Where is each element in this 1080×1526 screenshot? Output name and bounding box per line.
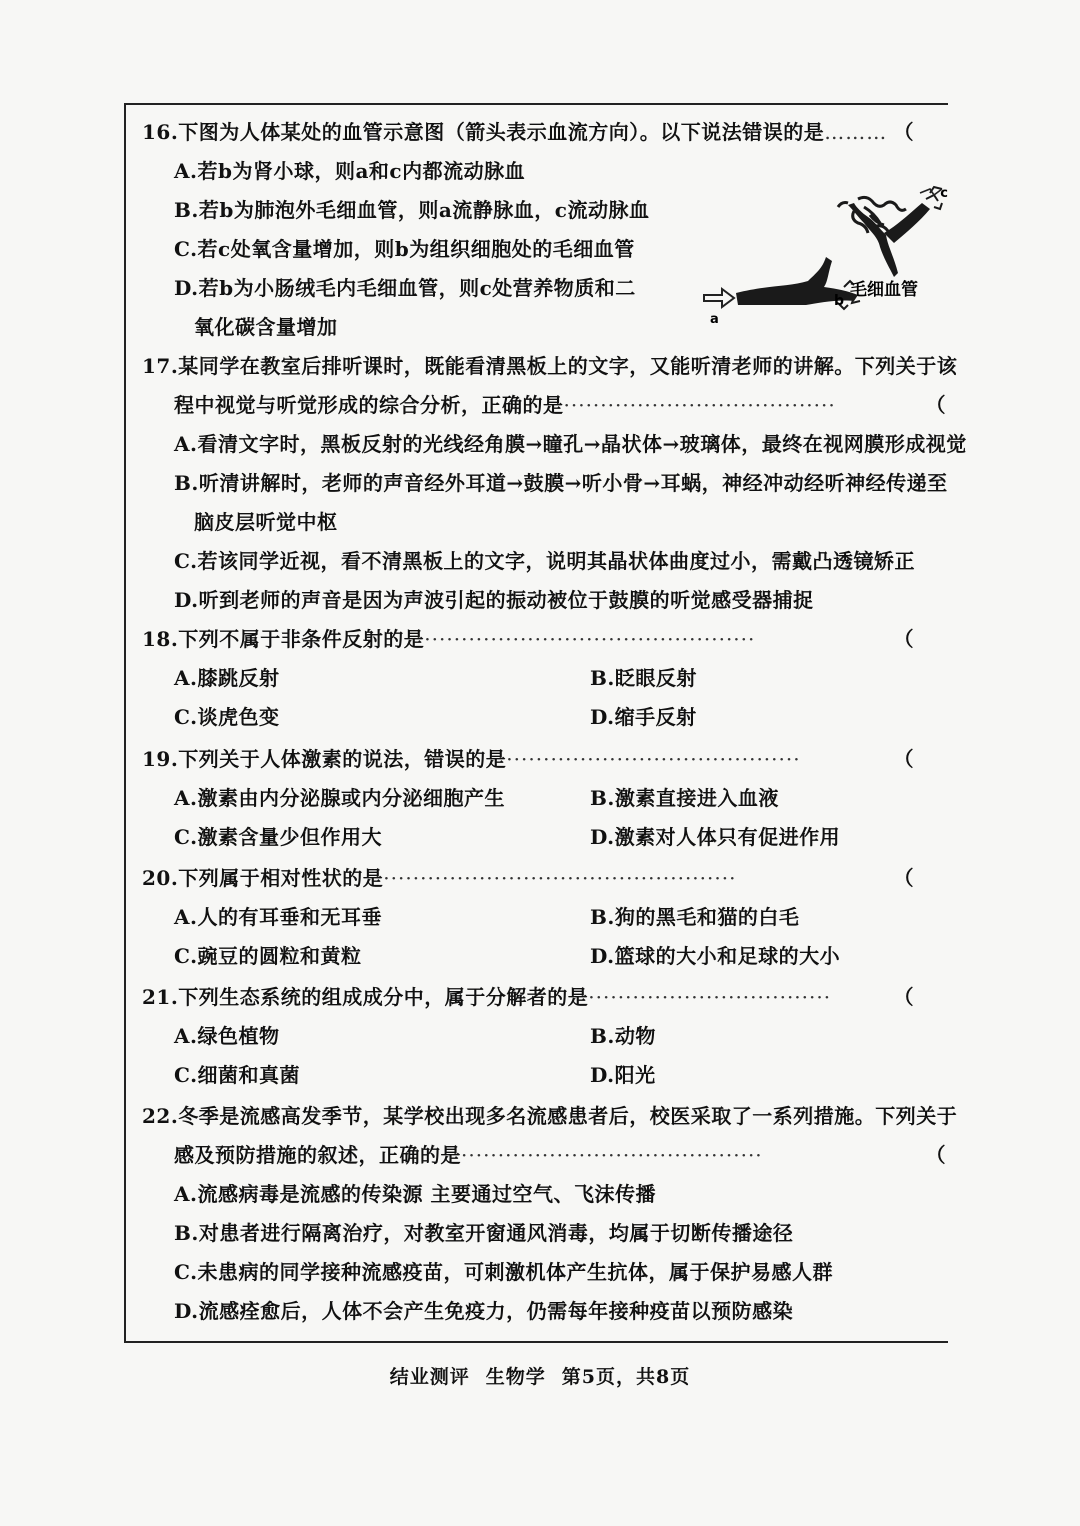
- option-22c: C.未患病的同学接种流感疫苗，可刺激机体产生抗体，属于保护易感人群: [174, 1260, 834, 1284]
- question-22-text: 感及预防措施的叙述，正确的是: [174, 1143, 461, 1167]
- option-19c: C.激素含量少但作用大: [174, 825, 383, 849]
- leader-dots: ················································: [383, 866, 737, 890]
- answer-paren: （: [893, 627, 914, 651]
- label-c: c: [940, 186, 948, 201]
- question-17-stem: 17.某同学在教室后排听课时，既能看清黑板上的文字，又能听清老师的讲解。下列关于该: [142, 354, 958, 378]
- option-row-18cd: [174, 697, 986, 737]
- answer-paren: （: [893, 120, 914, 144]
- question-20-text: 20.下列属于相对性状的是: [142, 866, 384, 890]
- option-16d: D.若b为小肠绒毛内毛细血管，则c处营养物质和二: [174, 276, 636, 300]
- question-17-text: 程中视觉与听觉形成的综合分析，正确的是: [174, 393, 564, 417]
- option-18b: B.眨眼反射: [590, 666, 697, 690]
- option-17a: A.看清文字时，黑板反射的光线经角膜→瞳孔→晶状体→玻璃体，最终在视网膜形成视觉: [174, 432, 967, 456]
- option-row-21ab: [174, 1016, 986, 1056]
- leader-dots: ·········································: [461, 1143, 763, 1167]
- question-18-text: 18.下列不属于非条件反射的是: [142, 627, 425, 651]
- label-a: a: [710, 312, 719, 327]
- leader-dots: ………: [824, 120, 888, 144]
- answer-paren: （: [893, 866, 914, 890]
- option-16c: C.若c处氧含量增加，则b为组织细胞处的毛细血管: [174, 237, 635, 261]
- option-row-21cd: [174, 1055, 986, 1095]
- leader-dots: ·································: [588, 985, 832, 1009]
- question-19-text: 19.下列关于人体激素的说法，错误的是: [142, 747, 507, 771]
- option-20d: D.篮球的大小和足球的大小: [590, 944, 841, 968]
- option-19a: A.激素由内分泌腺或内分泌细胞产生: [174, 786, 505, 810]
- blood-vessel-diagram: [698, 177, 948, 327]
- answer-paren: （: [893, 985, 914, 1009]
- option-20c: C.豌豆的圆粒和黄粒: [174, 944, 362, 968]
- option-21d: D.阳光: [590, 1063, 656, 1087]
- question-22-stem-cont: [174, 1135, 986, 1175]
- footer-exam: 结业测评: [389, 1366, 470, 1388]
- option-21b: B.动物: [590, 1024, 656, 1048]
- option-17c: C.若该同学近视，看不清黑板上的文字，说明其晶状体曲度过小，需戴凸透镜矫正: [174, 549, 916, 573]
- question-16-text: 16.下图为人体某处的血管示意图（箭头表示血流方向）。以下说法错误的是: [142, 120, 825, 144]
- answer-paren: （: [925, 393, 946, 417]
- question-21-stem: [142, 977, 954, 1017]
- option-19d: D.激素对人体只有促进作用: [590, 825, 841, 849]
- option-16b: B.若b为肺泡外毛细血管，则a流静脉血，c流动脉血: [174, 198, 650, 222]
- option-18a: A.膝跳反射: [174, 666, 280, 690]
- option-16a: A.若b为肾小球，则a和c内都流动脉血: [174, 159, 526, 183]
- option-21c: C.细菌和真菌: [174, 1063, 301, 1087]
- page-footer: [0, 1362, 1080, 1389]
- question-20-stem: [142, 858, 954, 898]
- question-16-stem: [142, 112, 954, 152]
- leader-dots: ········································: [506, 747, 801, 771]
- capillary-caption: 毛细血管: [850, 280, 918, 300]
- exam-frame: [124, 103, 967, 1343]
- option-row-18ab: [174, 658, 986, 698]
- option-20b: B.狗的黑毛和猫的白毛: [590, 905, 800, 929]
- option-17d: D.听到老师的声音是因为声波引起的振动被位于鼓膜的听觉感受器捕捉: [174, 588, 814, 612]
- option-22a: A.流感病毒是流感的传染源 主要通过空气、飞沫传播: [174, 1182, 656, 1206]
- question-19-stem: [142, 739, 954, 779]
- footer-page: 第5页，共8页: [561, 1366, 691, 1388]
- question-17-stem-cont: [174, 385, 986, 425]
- option-row-20ab: [174, 897, 986, 937]
- option-22b: B.对患者进行隔离治疗，对教室开窗通风消毒，均属于切断传播途径: [174, 1221, 794, 1245]
- option-22d: D.流感痊愈后，人体不会产生免疫力，仍需每年接种疫苗以预防感染: [174, 1299, 794, 1323]
- option-17b-cont: 脑皮层听觉中枢: [194, 510, 338, 534]
- option-row-20cd: [174, 936, 986, 976]
- footer-subject: 生物学: [485, 1366, 546, 1388]
- option-18c: C.谈虎色变: [174, 705, 280, 729]
- leader-dots: ·············································: [424, 627, 756, 651]
- question-22-stem: 22.冬季是流感高发季节，某学校出现多名流感患者后，校医采取了一系列措施。下列关于: [142, 1104, 958, 1128]
- option-20a: A.人的有耳垂和无耳垂: [174, 905, 382, 929]
- option-18d: D.缩手反射: [590, 705, 697, 729]
- answer-paren: （: [925, 1143, 946, 1167]
- arrow-a-icon: [704, 289, 734, 307]
- option-21a: A.绿色植物: [174, 1024, 280, 1048]
- option-row-19cd: [174, 817, 986, 857]
- option-16d-cont: 氧化碳含量增加: [194, 315, 338, 339]
- option-17b: B.听清讲解时，老师的声音经外耳道→鼓膜→听小骨→耳蜗，神经冲动经听神经传递至: [174, 471, 948, 495]
- leader-dots: ·····································: [563, 393, 836, 417]
- option-19b: B.激素直接进入血液: [590, 786, 779, 810]
- question-21-text: 21.下列生态系统的组成成分中，属于分解者的是: [142, 985, 589, 1009]
- answer-paren: （: [893, 747, 914, 771]
- label-b: b: [834, 293, 845, 309]
- question-18-stem: [142, 619, 954, 659]
- option-row-19ab: [174, 778, 986, 818]
